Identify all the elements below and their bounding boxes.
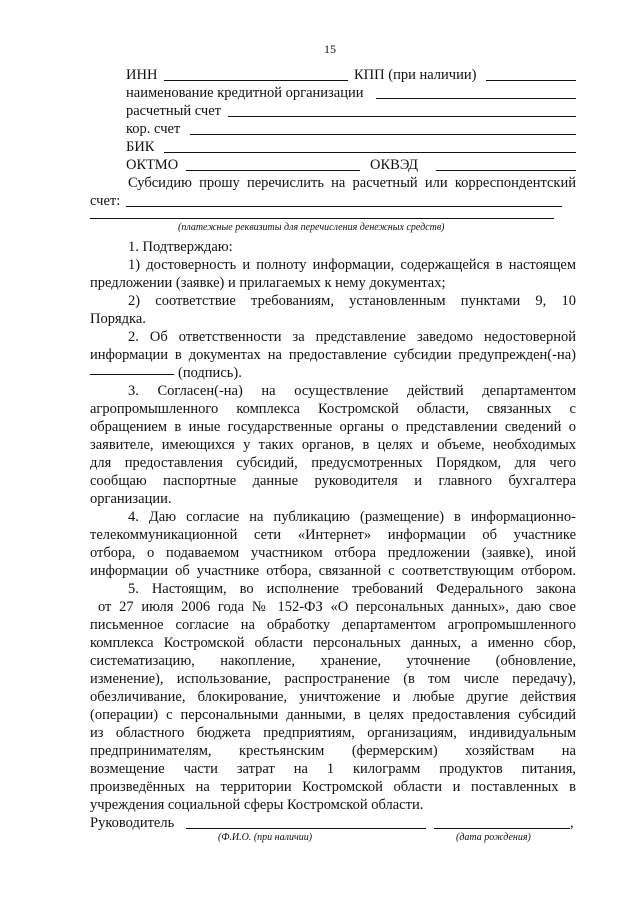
kpp-label: КПП (при наличии) bbox=[354, 67, 477, 83]
okved-field[interactable] bbox=[436, 170, 576, 171]
oktmo-label: ОКТМО bbox=[126, 157, 179, 173]
payment-details-field-2[interactable] bbox=[90, 218, 554, 219]
item-5-line-h: (операции) с персональными данными, в целях предоставления субсидий bbox=[90, 707, 576, 723]
item-5-line-f: изменение), использование, распространение (в том числе передачу), bbox=[90, 671, 576, 687]
item-5-line-j: предпринимателям, крестьянским (фермерским) хозяйствам на bbox=[90, 743, 576, 759]
item-1-1-line-a: 1) достоверность и полноту информации, содержащейся в настоящем bbox=[128, 257, 576, 273]
head-birthdate-field[interactable] bbox=[434, 828, 570, 829]
item-4-line-d: информации об участнике отбора, связанной с соответствующим отбором. bbox=[90, 563, 576, 579]
item-2-line-c: (подпись). bbox=[178, 365, 242, 381]
signature-blank[interactable] bbox=[90, 374, 174, 375]
item-5-line-a: 5. Настоящим, во исполнение требований Федерального закона bbox=[128, 581, 576, 597]
bank-name-field[interactable] bbox=[376, 98, 576, 99]
item-3-line-e: для предоставления субсидий, предусмотренных Порядком, для чего bbox=[90, 455, 576, 471]
item-5-line-e: систематизацию, накопление, хранение, уточнение (обновление, bbox=[90, 653, 576, 669]
page-number: 15 bbox=[324, 42, 336, 56]
transfer-request-line2: счет: bbox=[90, 193, 121, 209]
item-1-2-line-a: 2) соответствие требованиям, установленным пунктами 9, 10 bbox=[128, 293, 576, 309]
trailing-comma: , bbox=[570, 815, 574, 831]
account-label: расчетный счет bbox=[126, 103, 221, 119]
item-5-line-k: возмещение части затрат на 1 килограмм продуктов питания, bbox=[90, 761, 576, 777]
item-1-title: 1. Подтверждаю: bbox=[128, 239, 233, 255]
inn-field[interactable] bbox=[164, 80, 348, 81]
fio-caption: (Ф.И.О. (при наличии) bbox=[218, 832, 313, 843]
item-2-line-a: 2. Об ответственности за представление заведомо недостоверной bbox=[128, 329, 576, 345]
bik-label: БИК bbox=[126, 139, 155, 155]
item-5-line-b: от 27 июля 2006 года № 152-ФЗ «О персональных данных», даю свое bbox=[98, 599, 576, 615]
item-5-line-m: учреждения социальной сферы Костромской области. bbox=[90, 797, 424, 813]
item-5-line-d: комплекса Костромской области персональных данных, а именно сбор, bbox=[90, 635, 576, 651]
item-1-1-line-b: предложении (заявке) и прилагаемых к нему документах; bbox=[90, 275, 446, 291]
item-4-line-b: телекоммуникационной сети «Интернет» информации об участнике bbox=[90, 527, 576, 543]
item-3-line-b: агропромышленного комплекса Костромской области, связанных с bbox=[90, 401, 576, 417]
item-4-line-a: 4. Даю согласие на публикацию (размещение) в информационно- bbox=[128, 509, 576, 525]
payment-details-caption: (платежные реквизиты для перечисления денежных средств) bbox=[178, 222, 445, 233]
corr-account-label: кор. счет bbox=[126, 121, 181, 137]
transfer-request-line1: Субсидию прошу перечислить на расчетный или корреспондентский bbox=[128, 175, 576, 191]
okved-label: ОКВЭД bbox=[370, 157, 419, 173]
item-5-line-g: обезличивание, блокирование, уничтожение и любые другие действия bbox=[90, 689, 576, 705]
head-fio-field[interactable] bbox=[186, 828, 426, 829]
item-3-line-d: заявителе, имеющихся у таких органов, в целях и объеме, необходимых bbox=[90, 437, 576, 453]
item-3-line-a: 3. Согласен(-на) на осуществление действий департаментом bbox=[128, 383, 576, 399]
item-2-line-b: информации в документах на предоставление субсидии предупрежден(-на) bbox=[90, 347, 576, 363]
bank-name-label: наименование кредитной организации bbox=[126, 85, 364, 101]
item-5-line-c: письменное согласие на обработку департаментом агропромышленного bbox=[90, 617, 576, 633]
item-3-line-f: сообщаю паспортные данные руководителя и главного бухгалтера bbox=[90, 473, 576, 489]
item-5-line-l: произведённых на территории Костромской области и поставленных в bbox=[90, 779, 576, 795]
head-label: Руководитель bbox=[90, 815, 175, 831]
item-3-line-g: организации. bbox=[90, 491, 172, 507]
kpp-field[interactable] bbox=[486, 80, 576, 81]
inn-label: ИНН bbox=[126, 67, 158, 83]
item-4-line-c: отбора, о подаваемом участником отбора предложении (заявке), иной bbox=[90, 545, 576, 561]
account-field[interactable] bbox=[228, 116, 576, 117]
birthdate-caption: (дата рождения) bbox=[456, 832, 531, 843]
item-3-line-c: обращением в иные государственные органы о представлении сведений о bbox=[90, 419, 576, 435]
bik-field[interactable] bbox=[164, 152, 576, 153]
item-1-2-line-b: Порядка. bbox=[90, 311, 146, 327]
oktmo-field[interactable] bbox=[186, 170, 360, 171]
corr-account-field[interactable] bbox=[190, 134, 576, 135]
payment-details-field-1[interactable] bbox=[126, 206, 562, 207]
item-5-line-i: из областного бюджета предприятиям, организациям, индивидуальным bbox=[90, 725, 576, 741]
